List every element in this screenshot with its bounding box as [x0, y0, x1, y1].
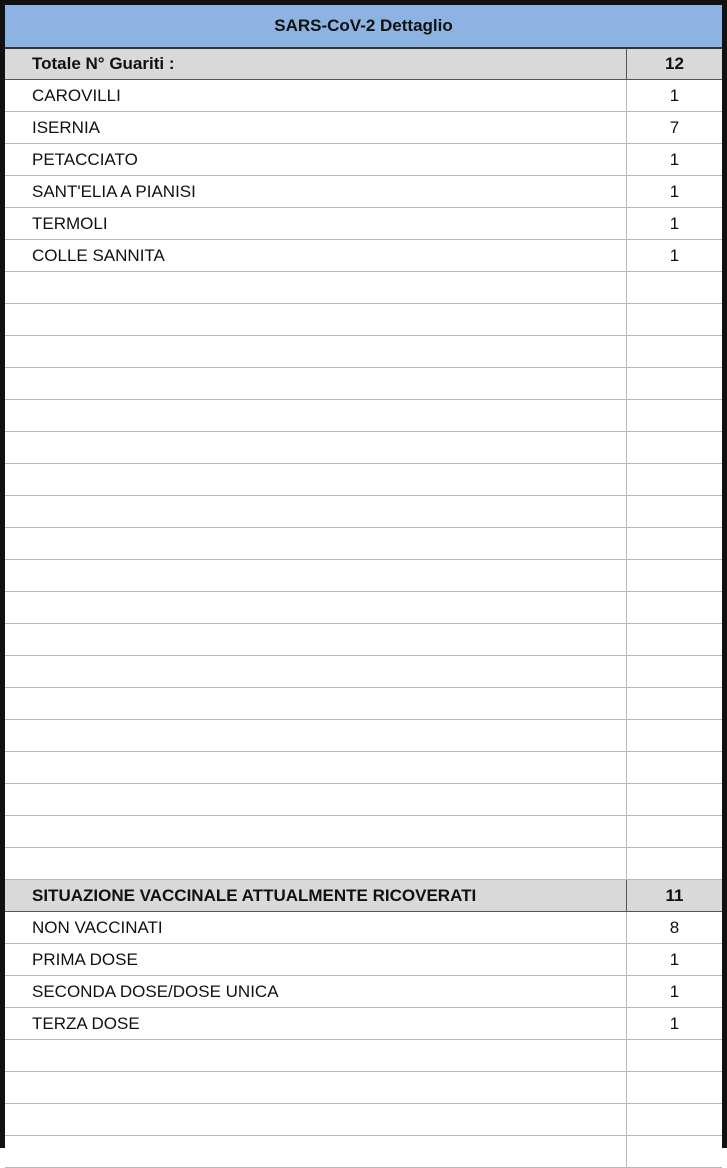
- table-row: [5, 1008, 722, 1040]
- empty-cell: [5, 784, 627, 815]
- empty-row: [5, 304, 722, 336]
- comune-name: COLLE SANNITA: [5, 240, 627, 271]
- empty-row: [5, 1104, 722, 1136]
- empty-cell: [5, 560, 627, 591]
- empty-cell: [5, 1104, 627, 1135]
- empty-row: [5, 464, 722, 496]
- comune-count: 1: [669, 181, 680, 201]
- empty-cell: [5, 272, 627, 303]
- comune-count: 1: [669, 213, 680, 233]
- empty-cell: [627, 624, 722, 655]
- empty-cell: [627, 432, 722, 463]
- guariti-total: 12: [665, 54, 684, 73]
- dose-status: PRIMA DOSE: [5, 944, 627, 975]
- empty-cell: [627, 784, 722, 815]
- comune-name: ISERNIA: [5, 112, 627, 143]
- empty-cell: [627, 1104, 722, 1135]
- empty-cell: [627, 592, 722, 623]
- empty-row: [5, 784, 722, 816]
- empty-row: [5, 752, 722, 784]
- empty-cell: [5, 336, 627, 367]
- vaccinale-header-row: [5, 880, 722, 912]
- empty-cell: [5, 816, 627, 847]
- empty-cell: [627, 1040, 722, 1071]
- dose-status: TERZA DOSE: [5, 1008, 627, 1039]
- empty-row: [5, 336, 722, 368]
- dose-count: 1: [669, 1013, 680, 1033]
- table-row: [5, 112, 722, 144]
- table-row: [5, 240, 722, 272]
- empty-cell: [627, 528, 722, 559]
- empty-row: [5, 1040, 722, 1072]
- empty-cell: [627, 752, 722, 783]
- empty-cell: [627, 1136, 722, 1167]
- empty-row: [5, 816, 722, 848]
- comune-count: 1: [669, 149, 680, 169]
- comune-name: PETACCIATO: [5, 144, 627, 175]
- empty-row: [5, 848, 722, 880]
- empty-cell: [5, 624, 627, 655]
- empty-cell: [5, 304, 627, 335]
- empty-row: [5, 688, 722, 720]
- table-row: [5, 976, 722, 1008]
- comune-count: 1: [669, 245, 680, 265]
- empty-cell: [627, 272, 722, 303]
- dose-count: 1: [669, 949, 680, 969]
- comune-count: 7: [669, 117, 680, 137]
- empty-cell: [627, 1072, 722, 1103]
- empty-row: [5, 496, 722, 528]
- empty-rows-block: [5, 1040, 722, 1168]
- table-row: [5, 176, 722, 208]
- empty-row: [5, 1072, 722, 1104]
- empty-cell: [627, 816, 722, 847]
- empty-cell: [627, 848, 722, 879]
- empty-cell: [627, 656, 722, 687]
- table-row: [5, 144, 722, 176]
- empty-cell: [627, 688, 722, 719]
- vaccinale-total: 11: [665, 885, 684, 905]
- report-title: SARS-CoV-2 Dettaglio: [5, 5, 722, 49]
- empty-cell: [627, 720, 722, 751]
- empty-cell: [5, 688, 627, 719]
- empty-row: [5, 432, 722, 464]
- empty-row: [5, 656, 722, 688]
- empty-cell: [5, 464, 627, 495]
- comune-name: TERMOLI: [5, 208, 627, 239]
- empty-cell: [627, 464, 722, 495]
- dose-status: SECONDA DOSE/DOSE UNICA: [5, 976, 627, 1007]
- empty-cell: [5, 1040, 627, 1071]
- table-row: [5, 944, 722, 976]
- empty-row: [5, 592, 722, 624]
- comune-name: SANT'ELIA A PIANISI: [5, 176, 627, 207]
- empty-row: [5, 560, 722, 592]
- comune-name: CAROVILLI: [5, 80, 627, 111]
- empty-cell: [627, 304, 722, 335]
- empty-cell: [5, 496, 627, 527]
- dose-count: 8: [669, 917, 680, 937]
- table-row: [5, 80, 722, 112]
- empty-cell: [5, 368, 627, 399]
- empty-cell: [627, 400, 722, 431]
- table-row: [5, 208, 722, 240]
- empty-row: [5, 272, 722, 304]
- empty-cell: [627, 496, 722, 527]
- empty-cell: [5, 752, 627, 783]
- empty-cell: [5, 656, 627, 687]
- empty-cell: [627, 368, 722, 399]
- guariti-header-row: [5, 49, 722, 80]
- comune-count: 1: [669, 85, 680, 105]
- empty-cell: [5, 1072, 627, 1103]
- empty-row: [5, 1136, 722, 1168]
- vaccinale-header-label: SITUAZIONE VACCINALE ATTUALMENTE RICOVERATI: [5, 880, 627, 911]
- empty-row: [5, 720, 722, 752]
- empty-cell: [5, 720, 627, 751]
- table-row: [5, 912, 722, 944]
- empty-row: [5, 368, 722, 400]
- guariti-header-label: Totale N° Guariti :: [5, 49, 627, 79]
- dose-count: 1: [669, 981, 680, 1001]
- empty-row: [5, 400, 722, 432]
- empty-rows-block: [5, 272, 722, 880]
- empty-row: [5, 528, 722, 560]
- empty-cell: [5, 432, 627, 463]
- empty-cell: [5, 848, 627, 879]
- empty-cell: [5, 592, 627, 623]
- dose-status: NON VACCINATI: [5, 912, 627, 943]
- empty-cell: [5, 1136, 627, 1167]
- empty-cell: [5, 528, 627, 559]
- empty-row: [5, 624, 722, 656]
- empty-cell: [627, 336, 722, 367]
- empty-cell: [627, 560, 722, 591]
- empty-cell: [5, 400, 627, 431]
